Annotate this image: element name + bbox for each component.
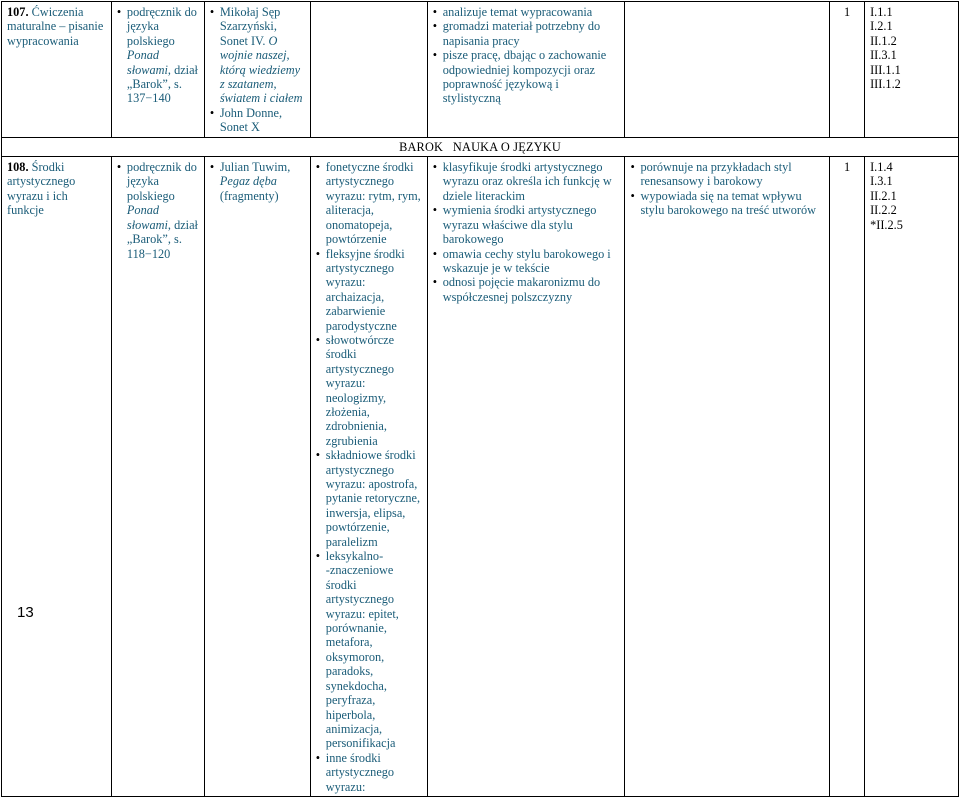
- list-item: • podręcznik do języka polskiego Ponad słowami, dział „Barok”, s. 118−120: [117, 160, 199, 261]
- list-item: • John Donne, Sonet X: [210, 106, 305, 135]
- reference-code: III.1.2: [870, 77, 901, 92]
- page-number: 13: [17, 604, 34, 621]
- lesson-title: Środki artystycznego wyrazu i ich funkcje: [7, 160, 76, 218]
- texts-cell: [204, 157, 310, 797]
- hours-value: 1: [844, 5, 851, 19]
- reference-code: I.1.4: [870, 160, 893, 175]
- reference-code: II.2.2: [870, 203, 897, 218]
- lesson-title-cell: [2, 2, 112, 138]
- reference-code: II.2.1: [870, 188, 897, 203]
- textbook-title: Ponad słowami: [126, 48, 168, 77]
- reference-code: III.1.1: [870, 62, 901, 77]
- section-header-row: [2, 137, 959, 156]
- list-item: • porównuje na przykładach styl renesansowy i barokowy: [630, 160, 824, 189]
- list-item: • odnosi pojęcie makaronizmu do współczesnej polszczyzny: [433, 275, 620, 304]
- list-item: • gromadzi materiał potrzebny do napisania pracy: [433, 19, 620, 48]
- content-cell: [310, 2, 427, 138]
- list-item: • Mikołaj Sęp Szarzyński, Sonet IV. O wojnie naszej, którą wiedziemy z szatanem, światem i ciałem: [210, 5, 305, 106]
- list-item: • inne środki artystycznego wyrazu:: [316, 751, 422, 794]
- lesson-title: Ćwiczenia maturalne – pisanie wypracowania: [7, 5, 104, 48]
- list-item: • klasyfikuje środki artystycznego wyrazu oraz określa ich funkcję w dziele literackim: [433, 160, 620, 203]
- reference-code: I.1.1: [870, 5, 893, 19]
- hours-cell: [830, 2, 865, 138]
- table-row: [2, 2, 959, 138]
- basic-goals-cell: [427, 2, 625, 138]
- references-cell: [865, 2, 959, 138]
- list-item: • składniowe środki artystycznego wyrazu: apostrofa, pytanie retoryczne, inwersja, elipsa, powtórzenie, paralelizm: [316, 448, 422, 549]
- lesson-title-cell: [2, 157, 112, 797]
- list-item: • wypowiada się na temat wpływu stylu barokowego na treść utworów: [630, 189, 824, 218]
- section-header: BAROK NAUKA O JĘZYKU: [2, 137, 959, 156]
- curriculum-table: [1, 1, 959, 797]
- reference-code: I.2.1: [870, 19, 893, 34]
- textbook-cell: [111, 157, 204, 797]
- list-item: • Julian Tuwim, Pegaz dęba (fragmenty): [210, 160, 305, 203]
- extended-goals-cell: [625, 2, 830, 138]
- textbook-cell: [111, 2, 204, 138]
- hours-value: 1: [844, 160, 851, 175]
- list-item: • słowotwórcze środki artystycznego wyrazu: neologizmy, złożenia, zdrobnienia, zgrubienia: [316, 333, 422, 448]
- extended-goals-cell: [625, 157, 830, 797]
- textbook-title: Ponad słowami: [126, 203, 168, 232]
- basic-goals-cell: [427, 157, 625, 797]
- reference-code: I.3.1: [870, 174, 893, 189]
- table-row: [2, 157, 959, 797]
- list-item: • wymienia środki artystycznego wyrazu właściwe dla stylu barokowego: [433, 203, 620, 246]
- reference-code: II.1.2: [870, 33, 897, 48]
- list-item: • leksykalno- -znaczeniowe środki artystycznego wyrazu: epitet, porównanie, metafora, oksymoron, paradoks, synekdocha, peryfraza, hiperbola, animizacja, personifikacja: [316, 549, 422, 751]
- references-cell: [865, 157, 959, 797]
- list-item: • analizuje temat wypracowania: [433, 5, 620, 19]
- list-item: • omawia cechy stylu barokowego i wskazuje je w tekście: [433, 247, 620, 276]
- lesson-number: 107.: [7, 5, 29, 19]
- list-item: • fleksyjne środki artystycznego wyrazu: archaizacja, zabarwienie parodystyczne: [316, 247, 422, 333]
- texts-cell: [204, 2, 310, 138]
- lesson-number: 108.: [7, 160, 29, 175]
- list-item: • fonetyczne środki artystycznego wyrazu: rytm, rym, aliteracja, onomatopeja, powtórzenie: [316, 160, 422, 246]
- reference-code: II.3.1: [870, 48, 897, 63]
- list-item: • pisze pracę, dbając o zachowanie odpowiedniej kompozycji oraz poprawność językową i stylistyczną: [433, 48, 620, 106]
- list-item: • podręcznik do języka polskiego Ponad słowami, dział „Barok”, s. 137−140: [117, 5, 199, 106]
- content-cell: [310, 157, 427, 797]
- hours-cell: [830, 157, 865, 797]
- reference-code: *II.2.5: [870, 217, 903, 232]
